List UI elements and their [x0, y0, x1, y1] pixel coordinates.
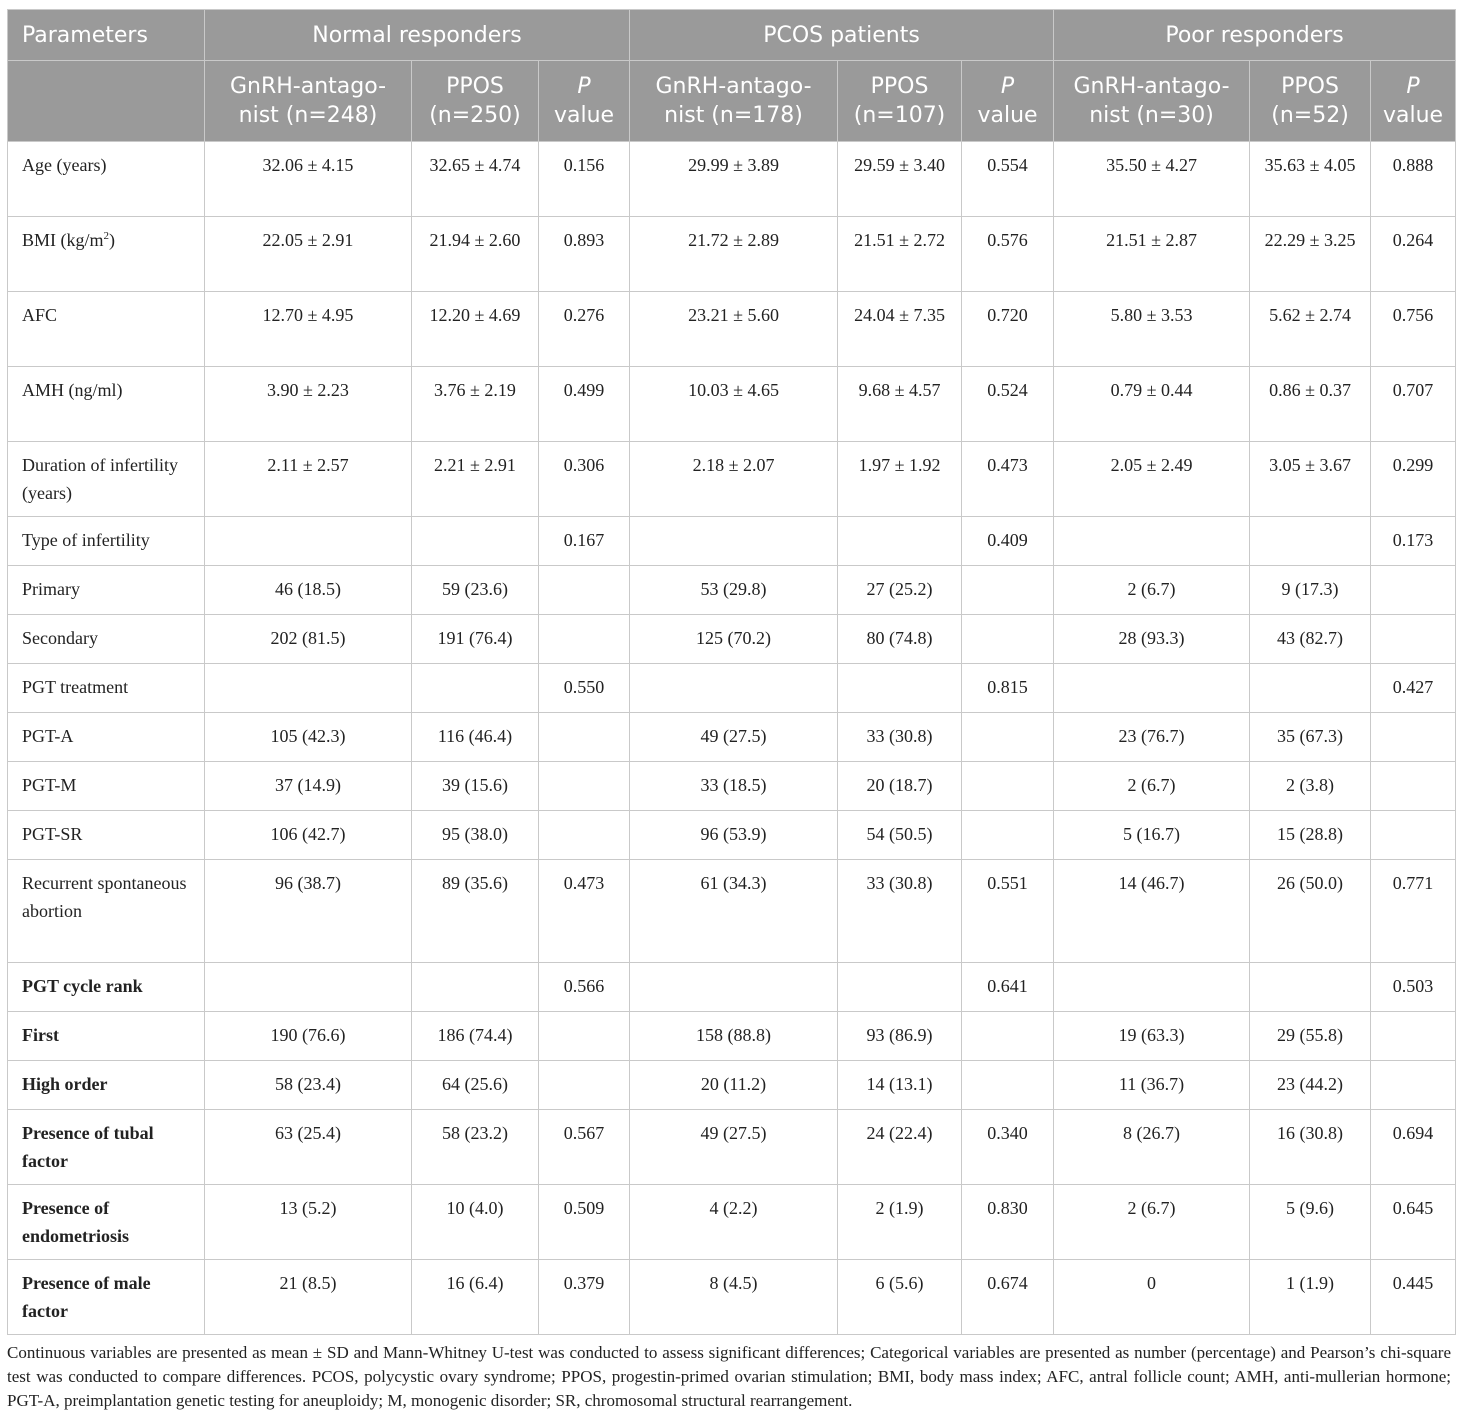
header-poor-ppos: PPOS (n=52) [1250, 61, 1371, 142]
table-cell: 0.473 [962, 442, 1054, 517]
table-cell [539, 811, 630, 860]
row-label: PGT-SR [8, 811, 205, 860]
table-cell: 0.830 [962, 1185, 1054, 1260]
row-label: Primary [8, 566, 205, 615]
table-row [8, 1012, 1456, 1061]
table-cell [1371, 566, 1456, 615]
table-cell: 0.379 [539, 1260, 630, 1335]
table-cell: 32.65 ± 4.74 [412, 142, 539, 217]
table-cell: 21.51 ± 2.72 [838, 217, 962, 292]
table-cell: 5.62 ± 2.74 [1250, 292, 1371, 367]
row-label: Presence of endometriosis [8, 1185, 205, 1260]
header-pcos-ppos: PPOS (n=107) [838, 61, 962, 142]
table-row [8, 615, 1456, 664]
table-row [8, 1061, 1456, 1110]
row-label: PGT-A [8, 713, 205, 762]
header-group-pcos: PCOS patients [630, 10, 1054, 61]
table-cell: 0.276 [539, 292, 630, 367]
table-cell [838, 963, 962, 1012]
table-cell [539, 1012, 630, 1061]
table-cell: 37 (14.9) [205, 762, 412, 811]
table-cell [539, 1061, 630, 1110]
table-cell: 0.264 [1371, 217, 1456, 292]
table-cell: 0.888 [1371, 142, 1456, 217]
table-row [8, 713, 1456, 762]
table-cell [205, 517, 412, 566]
table-cell: 0.893 [539, 217, 630, 292]
table-cell: 9.68 ± 4.57 [838, 367, 962, 442]
row-label: PGT treatment [8, 664, 205, 713]
table-cell: 16 (30.8) [1250, 1110, 1371, 1185]
table-cell: 2.05 ± 2.49 [1054, 442, 1250, 517]
header-pcos-gnrh: GnRH-antago- nist (n=178) [630, 61, 838, 142]
table-cell: 29.99 ± 3.89 [630, 142, 838, 217]
table-cell: 10 (4.0) [412, 1185, 539, 1260]
table-cell: 21.94 ± 2.60 [412, 217, 539, 292]
table-cell: 20 (18.7) [838, 762, 962, 811]
table-row [8, 1185, 1456, 1260]
header-pcos-pvalue: P value [962, 61, 1054, 142]
table-cell: 49 (27.5) [630, 713, 838, 762]
table-cell: 19 (63.3) [1054, 1012, 1250, 1061]
table-cell: 0.771 [1371, 860, 1456, 963]
table-cell [412, 963, 539, 1012]
table-cell: 2 (3.8) [1250, 762, 1371, 811]
table-cell: 33 (30.8) [838, 860, 962, 963]
table-cell: 23.21 ± 5.60 [630, 292, 838, 367]
table-cell: 0.473 [539, 860, 630, 963]
table-row [8, 367, 1456, 442]
table-cell: 105 (42.3) [205, 713, 412, 762]
table-cell: 0.167 [539, 517, 630, 566]
table-cell: 191 (76.4) [412, 615, 539, 664]
table-cell: 11 (36.7) [1054, 1061, 1250, 1110]
table-cell: 35.50 ± 4.27 [1054, 142, 1250, 217]
table-cell: 9 (17.3) [1250, 566, 1371, 615]
table-cell: 0.509 [539, 1185, 630, 1260]
table-cell: 93 (86.9) [838, 1012, 962, 1061]
table-cell [1371, 713, 1456, 762]
table-cell: 63 (25.4) [205, 1110, 412, 1185]
table-cell: 1.97 ± 1.92 [838, 442, 962, 517]
row-label: AFC [8, 292, 205, 367]
table-cell: 0.445 [1371, 1260, 1456, 1335]
table-cell: 0.156 [539, 142, 630, 217]
table-cell: 2.21 ± 2.91 [412, 442, 539, 517]
header-poor-gnrh: GnRH-antago- nist (n=30) [1054, 61, 1250, 142]
header-poor-pvalue: P value [1371, 61, 1456, 142]
row-label: Duration of infertility (years) [8, 442, 205, 517]
table-cell: 3.05 ± 3.67 [1250, 442, 1371, 517]
table-cell [1054, 664, 1250, 713]
table-cell [962, 615, 1054, 664]
table-cell [962, 762, 1054, 811]
table-cell: 59 (23.6) [412, 566, 539, 615]
table-cell: 186 (74.4) [412, 1012, 539, 1061]
table-cell: 2.18 ± 2.07 [630, 442, 838, 517]
table-cell: 54 (50.5) [838, 811, 962, 860]
table-cell: 64 (25.6) [412, 1061, 539, 1110]
table-cell [1371, 811, 1456, 860]
table-cell: 20 (11.2) [630, 1061, 838, 1110]
table-cell: 21.51 ± 2.87 [1054, 217, 1250, 292]
table-body [8, 142, 1456, 1335]
table-cell: 80 (74.8) [838, 615, 962, 664]
table-cell: 23 (44.2) [1250, 1061, 1371, 1110]
row-label: Type of infertility [8, 517, 205, 566]
table-cell: 27 (25.2) [838, 566, 962, 615]
table-row [8, 566, 1456, 615]
table-cell: 33 (30.8) [838, 713, 962, 762]
table-cell: 29 (55.8) [1250, 1012, 1371, 1061]
table-cell: 2 (1.9) [838, 1185, 962, 1260]
table-cell [962, 1061, 1054, 1110]
table-cell: 95 (38.0) [412, 811, 539, 860]
table-cell: 5 (9.6) [1250, 1185, 1371, 1260]
header-normal-ppos: PPOS (n=250) [412, 61, 539, 142]
table-cell: 8 (26.7) [1054, 1110, 1250, 1185]
table-cell [630, 517, 838, 566]
table-cell: 0.694 [1371, 1110, 1456, 1185]
table-cell: 29.59 ± 3.40 [838, 142, 962, 217]
table-cell: 16 (6.4) [412, 1260, 539, 1335]
row-label: High order [8, 1061, 205, 1110]
table-cell: 2 (6.7) [1054, 1185, 1250, 1260]
table-cell: 0.524 [962, 367, 1054, 442]
header-normal-pvalue: P value [539, 61, 630, 142]
table-cell: 4 (2.2) [630, 1185, 838, 1260]
table-cell: 10.03 ± 4.65 [630, 367, 838, 442]
table-cell: 0.756 [1371, 292, 1456, 367]
table-row [8, 142, 1456, 217]
table-row [8, 1110, 1456, 1185]
table-cell: 202 (81.5) [205, 615, 412, 664]
table-footnote: Continuous variables are presented as mean ± SD and Mann-Whitney U-test was conducted to assess significant differences; Categorical variables are presented as number (percentage) and Pearson’s chi-square test was conducted to compare differences. PCOS, polycystic ovary syndrome; PPOS, progestin-primed ovarian stimulation; BMI, body mass index; AFC, antral follicle count; AMH, anti-mullerian hormone; PGT-A, preimplantation genetic testing for aneuploidy; M, monogenic disorder; SR, chromosomal structural rearrangement. [7, 1343, 1451, 1410]
row-label: AMH (ng/ml) [8, 367, 205, 442]
table-cell: 8 (4.5) [630, 1260, 838, 1335]
table-row [8, 811, 1456, 860]
table-cell: 58 (23.2) [412, 1110, 539, 1185]
table-cell: 190 (76.6) [205, 1012, 412, 1061]
table-cell: 0.79 ± 0.44 [1054, 367, 1250, 442]
table-cell: 106 (42.7) [205, 811, 412, 860]
table-cell: 13 (5.2) [205, 1185, 412, 1260]
table-row [8, 860, 1456, 963]
table-cell: 53 (29.8) [630, 566, 838, 615]
table-cell [630, 664, 838, 713]
table-cell: 22.05 ± 2.91 [205, 217, 412, 292]
table-cell: 21.72 ± 2.89 [630, 217, 838, 292]
table-cell: 22.29 ± 3.25 [1250, 217, 1371, 292]
table-cell: 116 (46.4) [412, 713, 539, 762]
header-group-poor: Poor responders [1054, 10, 1456, 61]
table-cell: 96 (38.7) [205, 860, 412, 963]
table-cell: 0.567 [539, 1110, 630, 1185]
table-cell: 35.63 ± 4.05 [1250, 142, 1371, 217]
header-parameters: Parameters [8, 10, 205, 61]
table-cell: 1 (1.9) [1250, 1260, 1371, 1335]
table-cell: 125 (70.2) [630, 615, 838, 664]
table-cell: 0.720 [962, 292, 1054, 367]
table-cell: 0.566 [539, 963, 630, 1012]
table-cell: 0.576 [962, 217, 1054, 292]
table-cell: 158 (88.8) [630, 1012, 838, 1061]
header-row-groups [8, 10, 1456, 61]
table-cell [539, 762, 630, 811]
table-cell [1250, 664, 1371, 713]
table-cell [1250, 517, 1371, 566]
table-row [8, 442, 1456, 517]
table-cell: 12.70 ± 4.95 [205, 292, 412, 367]
table-cell: 12.20 ± 4.69 [412, 292, 539, 367]
table-row [8, 664, 1456, 713]
table-cell: 2 (6.7) [1054, 762, 1250, 811]
row-label: PGT-M [8, 762, 205, 811]
table-cell: 0.554 [962, 142, 1054, 217]
table-cell: 0.306 [539, 442, 630, 517]
table-cell: 2.11 ± 2.57 [205, 442, 412, 517]
table-cell: 35 (67.3) [1250, 713, 1371, 762]
table-cell: 5.80 ± 3.53 [1054, 292, 1250, 367]
table-cell: 33 (18.5) [630, 762, 838, 811]
table-cell: 0.641 [962, 963, 1054, 1012]
table-row [8, 762, 1456, 811]
table-cell: 21 (8.5) [205, 1260, 412, 1335]
table-cell: 0.645 [1371, 1185, 1456, 1260]
table-cell [838, 517, 962, 566]
table-cell [962, 713, 1054, 762]
table-cell: 0.86 ± 0.37 [1250, 367, 1371, 442]
table-cell: 46 (18.5) [205, 566, 412, 615]
table-cell: 3.76 ± 2.19 [412, 367, 539, 442]
table-cell: 58 (23.4) [205, 1061, 412, 1110]
table-row [8, 517, 1456, 566]
table-cell: 0.503 [1371, 963, 1456, 1012]
table-cell: 24 (22.4) [838, 1110, 962, 1185]
table-cell: 24.04 ± 7.35 [838, 292, 962, 367]
table-cell: 28 (93.3) [1054, 615, 1250, 664]
row-label: PGT cycle rank [8, 963, 205, 1012]
table-cell [1371, 1061, 1456, 1110]
table-cell [962, 811, 1054, 860]
row-label: First [8, 1012, 205, 1061]
table-cell [205, 963, 412, 1012]
table-cell [1054, 517, 1250, 566]
table-row [8, 217, 1456, 292]
table-cell: 61 (34.3) [630, 860, 838, 963]
table-row [8, 292, 1456, 367]
table-cell: 32.06 ± 4.15 [205, 142, 412, 217]
table-figure [7, 9, 1453, 1413]
table-row [8, 963, 1456, 1012]
table-cell: 43 (82.7) [1250, 615, 1371, 664]
table-cell: 39 (15.6) [412, 762, 539, 811]
row-label: Secondary [8, 615, 205, 664]
table-cell: 0.173 [1371, 517, 1456, 566]
table-cell: 0.674 [962, 1260, 1054, 1335]
table-cell: 89 (35.6) [412, 860, 539, 963]
table-cell [962, 1012, 1054, 1061]
table-cell [539, 566, 630, 615]
table-cell [205, 664, 412, 713]
table-cell: 15 (28.8) [1250, 811, 1371, 860]
table-cell: 3.90 ± 2.23 [205, 367, 412, 442]
table-cell [1371, 762, 1456, 811]
table-cell: 14 (13.1) [838, 1061, 962, 1110]
table-cell: 0.815 [962, 664, 1054, 713]
table-cell: 14 (46.7) [1054, 860, 1250, 963]
baseline-characteristics-table [7, 9, 1456, 1335]
row-label: BMI $(kg/m^2)$ [8, 217, 205, 292]
table-cell: 6 (5.6) [838, 1260, 962, 1335]
row-label: Age (years) [8, 142, 205, 217]
table-cell [1250, 963, 1371, 1012]
table-cell: 0.499 [539, 367, 630, 442]
row-label: Presence of tubal factor [8, 1110, 205, 1185]
table-cell [539, 615, 630, 664]
table-cell: 0.551 [962, 860, 1054, 963]
table-cell: 0.340 [962, 1110, 1054, 1185]
table-cell: 0.707 [1371, 367, 1456, 442]
row-label: Presence of male factor [8, 1260, 205, 1335]
table-cell: 23 (76.7) [1054, 713, 1250, 762]
table-cell: 96 (53.9) [630, 811, 838, 860]
table-cell [962, 566, 1054, 615]
table-cell: 49 (27.5) [630, 1110, 838, 1185]
header-row-subcols [8, 61, 1456, 142]
table-cell [1054, 963, 1250, 1012]
table-cell: 0.299 [1371, 442, 1456, 517]
table-cell: 5 (16.7) [1054, 811, 1250, 860]
table-cell [838, 664, 962, 713]
header-empty [8, 61, 205, 142]
header-normal-gnrh: GnRH-antago- nist (n=248) [205, 61, 412, 142]
table-cell [412, 517, 539, 566]
table-cell: 26 (50.0) [1250, 860, 1371, 963]
table-cell [1371, 615, 1456, 664]
table-cell: 0.409 [962, 517, 1054, 566]
table-row [8, 1260, 1456, 1335]
table-cell: 0 [1054, 1260, 1250, 1335]
table-cell [630, 963, 838, 1012]
table-cell [539, 713, 630, 762]
header-group-normal: Normal responders [205, 10, 630, 61]
table-cell: 0.427 [1371, 664, 1456, 713]
row-label: Recurrent spontaneous abortion [8, 860, 205, 963]
table-cell [412, 664, 539, 713]
table-cell [1371, 1012, 1456, 1061]
table-cell: 2 (6.7) [1054, 566, 1250, 615]
table-cell: 0.550 [539, 664, 630, 713]
